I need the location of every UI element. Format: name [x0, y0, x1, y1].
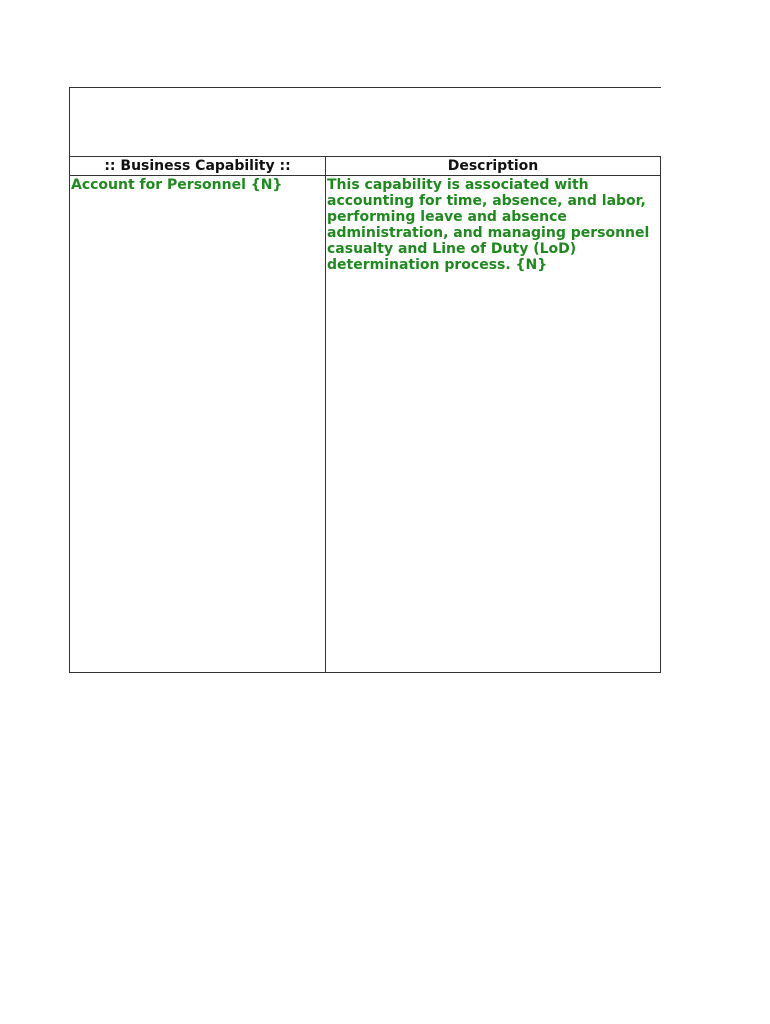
description-line: casualty and Line of Duty (LoD) [327, 241, 577, 257]
header-description: Description [447, 158, 539, 174]
capability-cell: Account for Personnel {N} [71, 177, 283, 193]
description-line: determination process. {N} [327, 257, 548, 273]
column-divider [325, 156, 326, 673]
description-line: This capability is associated with [327, 177, 589, 193]
description-line: performing leave and absence [327, 209, 567, 225]
header-business-capability: :: Business Capability :: [104, 158, 291, 174]
description-cell [327, 177, 661, 273]
table-bottom-border [69, 672, 661, 673]
description-line: accounting for time, absence, and labor, [327, 193, 646, 209]
description-line: administration, and managing personnel [327, 225, 650, 241]
capability-table [69, 87, 661, 673]
header-top-border [69, 156, 661, 157]
table-top-border [69, 87, 661, 88]
header-bottom-border [69, 175, 661, 176]
